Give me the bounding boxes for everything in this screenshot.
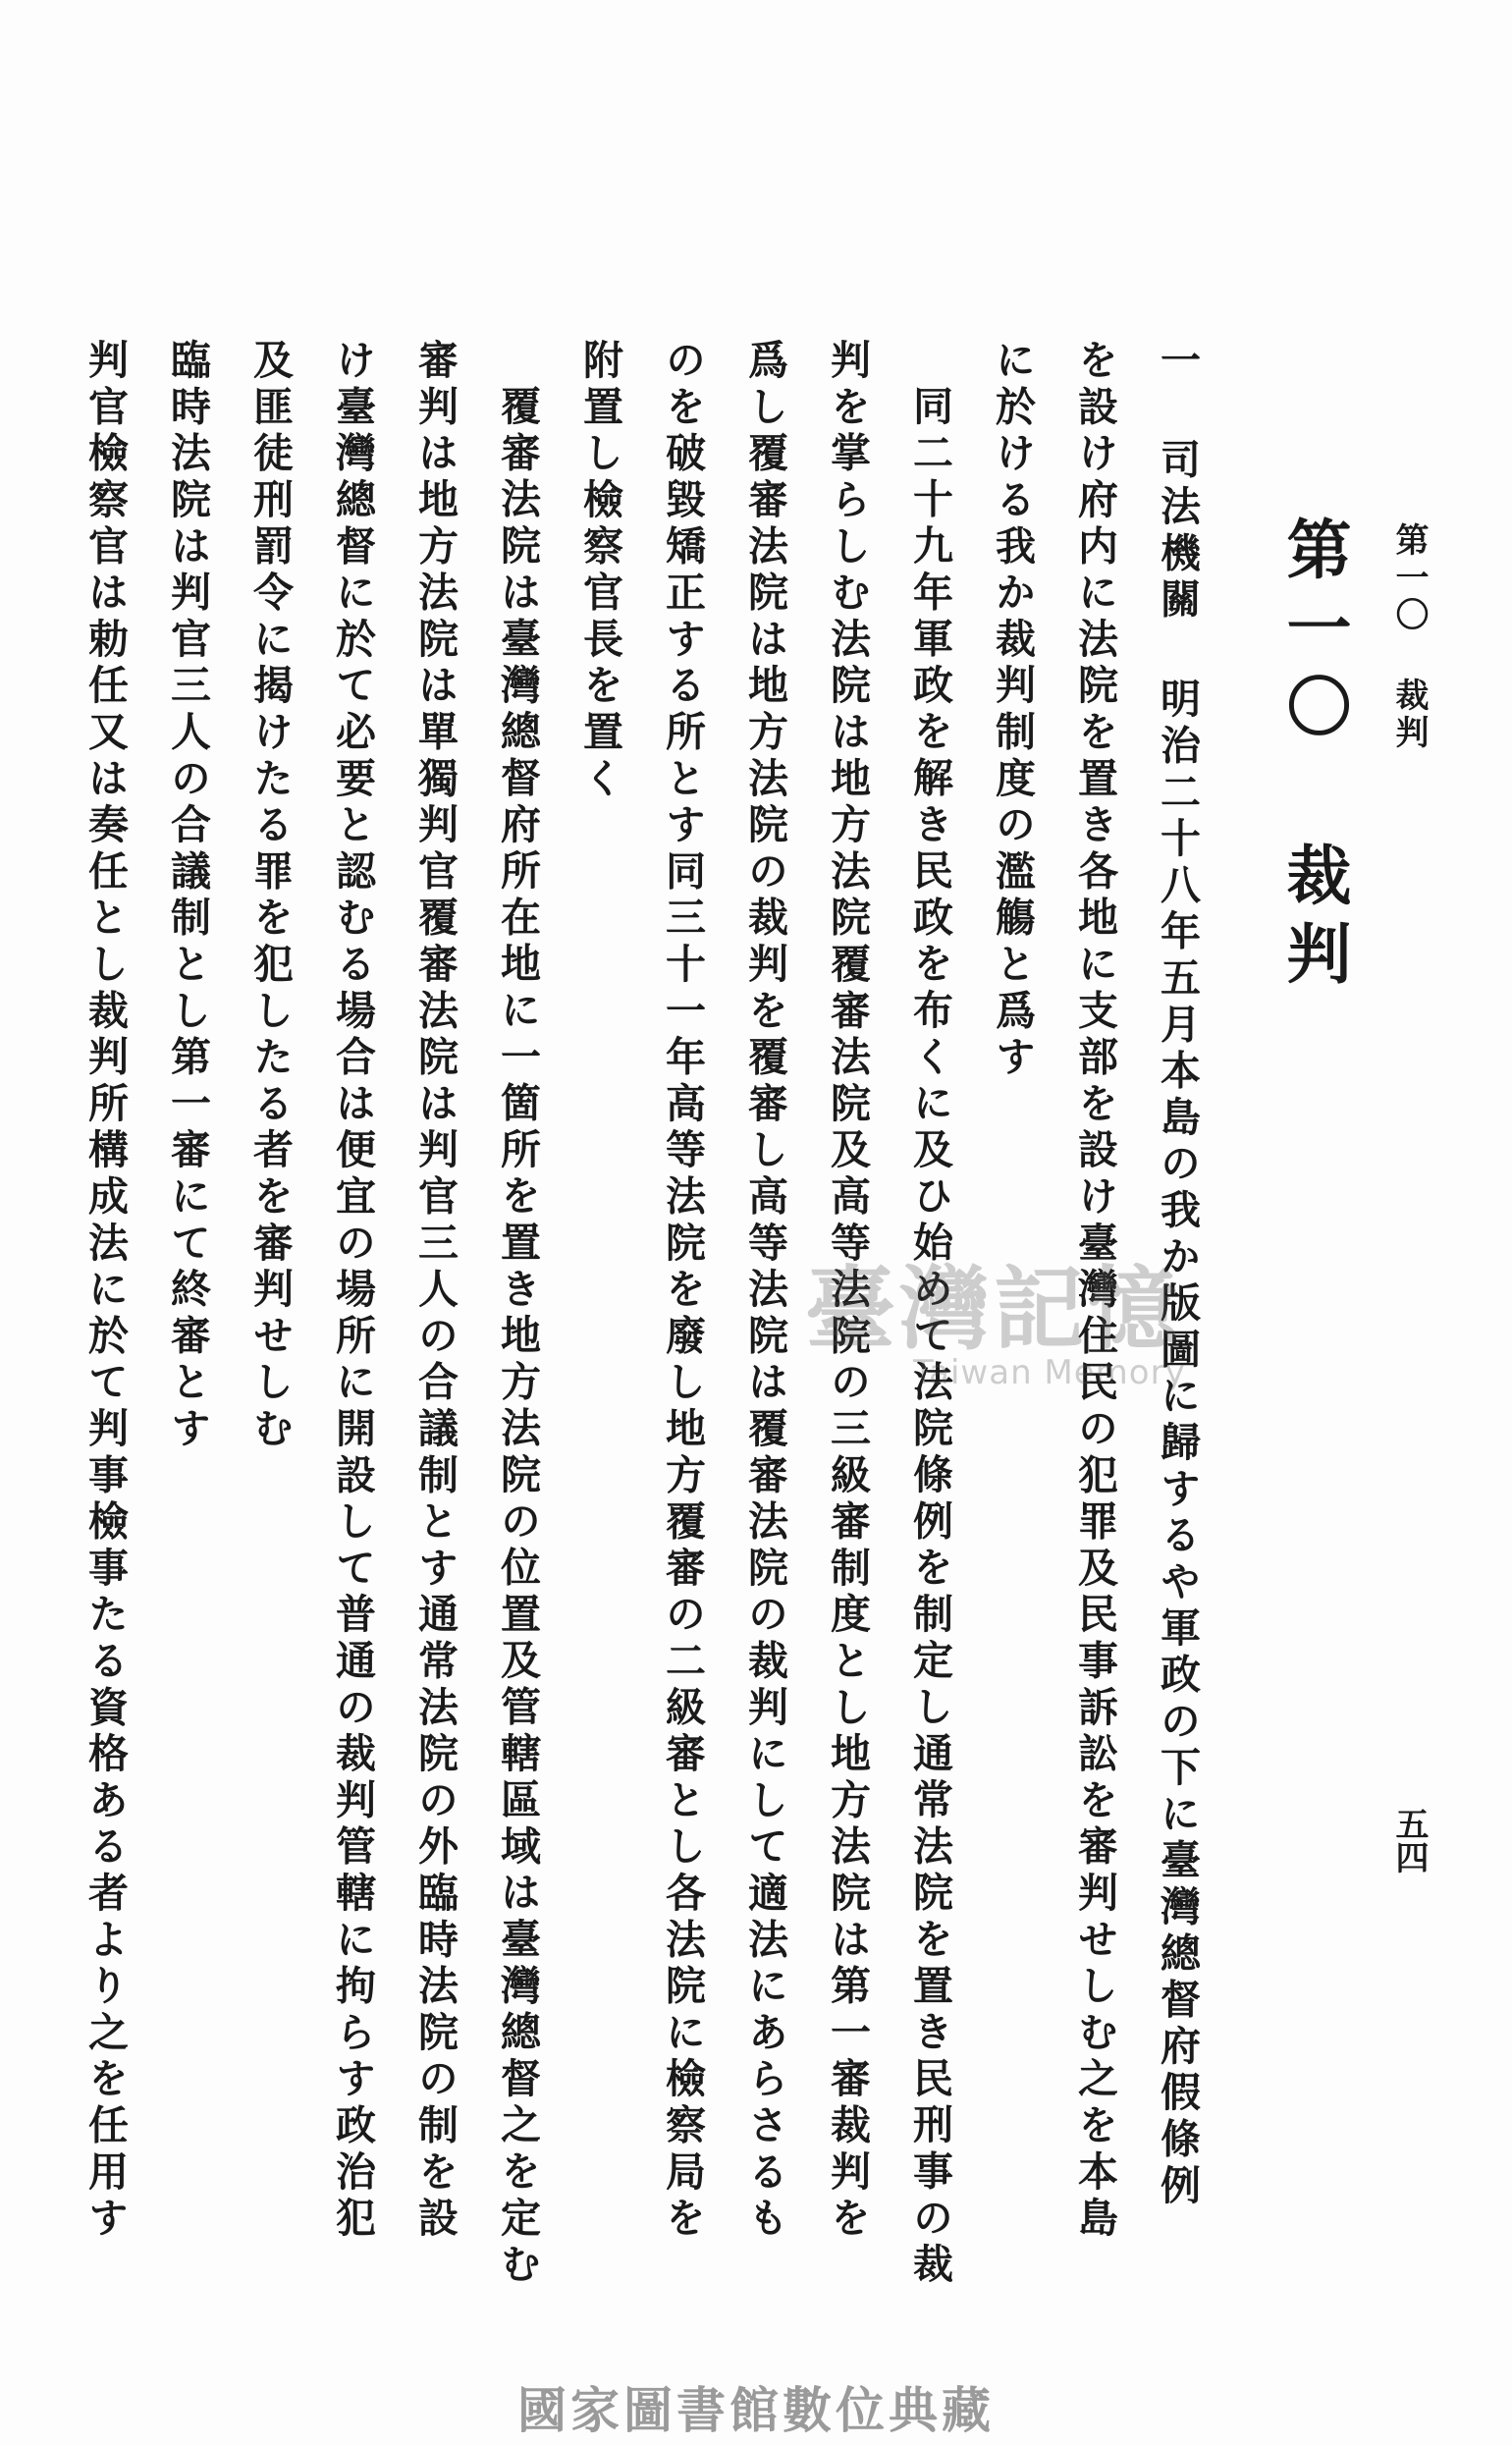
body-column-12: 及匪徒刑罰令に揭けたる罪を犯したる者を審判せしむ — [246, 339, 294, 1454]
body-column-14: 判官檢察官は勅任又は奏任とし裁判所構成法に於て判事檢事たる資格ある者より之を任用す — [81, 339, 129, 2244]
taiwan-memory-watermark — [805, 1237, 1276, 1424]
watermark-logo-subtext: Taiwan Memory — [913, 1353, 1186, 1392]
body-column-4: 同二十九年軍政を解き民政を布くに及ひ始めて法院條例を制定し通常法院を置き民刑事の裁 — [906, 385, 953, 2290]
body-column-1: 一 司法機關 明治二十八年五月本島の我か版圖に歸するや軍政の下に臺灣總督府假條例 — [1154, 339, 1201, 2210]
page-number: 五四 — [1389, 1807, 1429, 1874]
footer-credit: 國家圖書館數位典藏 — [517, 2382, 995, 2439]
running-head: 第一〇 裁判 — [1389, 522, 1429, 752]
body-column-2: を設け府内に法院を置き各地に支部を設け臺灣住民の犯罪及民事訴訟を審判せしむ之を本島 — [1071, 339, 1118, 2244]
body-column-8: 附置し檢察官長を置く — [576, 339, 623, 803]
body-column-11: け臺灣總督に於て必要と認むる場合は便宜の場所に開設して普通の裁判管轄に拘らす政治犯 — [329, 339, 376, 2244]
body-column-5: 判を掌らしむ法院は地方法院覆審法院及高等法院の三級審制度とし地方法院は第一審裁判を — [824, 339, 871, 2244]
body-column-10: 審判は地方法院は單獨判官覆審法院は判官三人の合議制とす通常法院の外臨時法院の制を設 — [411, 339, 459, 2244]
body-column-9: 覆審法院は臺灣總督府所在地に一箇所を置き地方法院の位置及管轄區域は臺灣總督之を定む — [494, 385, 541, 2290]
body-column-7: のを破毀矯正する所とす同三十一年高等法院を廢し地方覆審の二級審とし各法院に檢察局を — [659, 339, 706, 2244]
body-column-13: 臨時法院は判官三人の合議制とし第一審にて終審とす — [164, 339, 211, 1454]
body-column-3: に於ける我か裁判制度の濫觴と爲す — [989, 339, 1036, 1082]
chapter-title: 第一〇 裁判 — [1275, 516, 1352, 999]
watermark-logo-text: 臺灣記憶 — [805, 1256, 1183, 1362]
body-column-6: 爲し覆審法院は地方法院の裁判を覆審し高等法院は覆審法院の裁判にして適法にあらさるも — [741, 339, 788, 2244]
